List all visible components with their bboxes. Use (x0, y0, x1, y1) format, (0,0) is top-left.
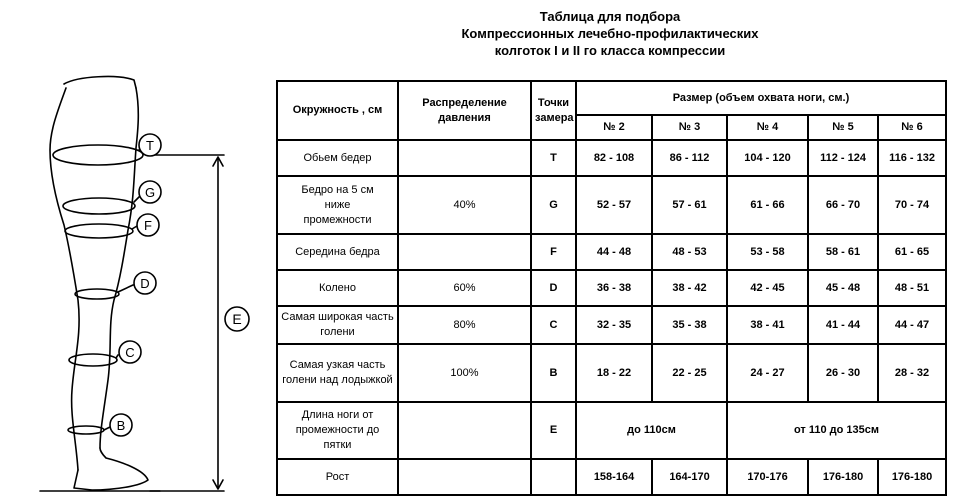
title-line-3: колготок I и II го класса компрессии (494, 43, 726, 58)
row-pressure: 100% (398, 344, 531, 402)
row-value: 42 - 45 (727, 270, 808, 306)
row-value: 61 - 66 (727, 176, 808, 234)
row-point: C (531, 306, 576, 344)
table-row (277, 176, 946, 234)
leg-waist-outline (64, 77, 136, 88)
table-row (277, 306, 946, 344)
row-value: 61 - 65 (878, 234, 946, 270)
label-g: G (144, 185, 156, 200)
height-value: 176-180 (808, 459, 878, 495)
table-row (277, 140, 946, 176)
height-value: 176-180 (878, 459, 946, 495)
label-d: D (140, 276, 150, 291)
row-value: 28 - 32 (878, 344, 946, 402)
row-value: 48 - 53 (652, 234, 727, 270)
row-value: 52 - 57 (576, 176, 652, 234)
circle-t (53, 145, 143, 165)
leg-length-pressure (398, 402, 531, 459)
size-5: № 5 (808, 115, 878, 140)
height-pressure (398, 459, 531, 495)
row-point: F (531, 234, 576, 270)
size-3: № 3 (652, 115, 727, 140)
row-pressure: 60% (398, 270, 531, 306)
row-name: Обьем бедер (277, 140, 398, 176)
table-row (277, 402, 946, 459)
leg-foot-outline (74, 448, 148, 490)
row-value: 18 - 22 (576, 344, 652, 402)
row-value: 22 - 25 (652, 344, 727, 402)
table-row (277, 270, 946, 306)
row-value: 44 - 47 (878, 306, 946, 344)
header-pressure: Распределение давления (398, 81, 531, 140)
row-value: 86 - 112 (652, 140, 727, 176)
leg-length-name: Длина ноги от промежности до пятки (277, 402, 398, 459)
label-f: F (144, 218, 152, 233)
row-name: Бедро на 5 см ниже промежности (277, 176, 398, 234)
height-point (531, 459, 576, 495)
row-value: 44 - 48 (576, 234, 652, 270)
leg-length-point: E (531, 402, 576, 459)
table-row (277, 344, 946, 402)
row-point: D (531, 270, 576, 306)
label-e: E (232, 311, 242, 327)
leg-length-short: до 110см (576, 402, 727, 459)
row-value: 58 - 61 (808, 234, 878, 270)
row-value: 35 - 38 (652, 306, 727, 344)
leg-back-outline (50, 88, 79, 470)
circle-d (75, 289, 119, 299)
header-size: Размер (объем охвата ноги, см.) (576, 81, 946, 115)
row-name: Колено (277, 270, 398, 306)
row-point: T (531, 140, 576, 176)
row-value: 66 - 70 (808, 176, 878, 234)
row-pressure (398, 234, 531, 270)
row-value: 48 - 51 (878, 270, 946, 306)
title-line-2: Компрессионных лечебно-профилактических (461, 26, 759, 41)
page-title (380, 8, 840, 59)
row-name: Середина бедра (277, 234, 398, 270)
row-value: 104 - 120 (727, 140, 808, 176)
row-value: 70 - 74 (878, 176, 946, 234)
header-circumference: Окружность , см (277, 81, 398, 140)
row-value: 38 - 42 (652, 270, 727, 306)
row-pressure: 80% (398, 306, 531, 344)
row-value: 82 - 108 (576, 140, 652, 176)
label-b: B (116, 418, 126, 433)
label-t: T (146, 138, 154, 153)
label-c: C (125, 345, 135, 360)
height-name: Рост (277, 459, 398, 495)
size-2: № 2 (576, 115, 652, 140)
row-value: 116 - 132 (878, 140, 946, 176)
leg-length-long: от 110 до 135см (727, 402, 946, 459)
size-6: № 6 (878, 115, 946, 140)
row-value: 32 - 35 (576, 306, 652, 344)
row-value: 45 - 48 (808, 270, 878, 306)
height-value: 158-164 (576, 459, 652, 495)
height-value: 164-170 (652, 459, 727, 495)
row-value: 24 - 27 (727, 344, 808, 402)
row-value: 38 - 41 (727, 306, 808, 344)
header-points: Точки замера (531, 81, 576, 140)
row-value: 26 - 30 (808, 344, 878, 402)
table-row (277, 459, 946, 495)
row-point: G (531, 176, 576, 234)
row-pressure: 40% (398, 176, 531, 234)
size-table (276, 80, 947, 496)
leg-front-outline (100, 88, 138, 448)
circle-g (63, 198, 135, 214)
circle-f (65, 224, 133, 238)
table-row (277, 234, 946, 270)
row-point: B (531, 344, 576, 402)
row-name: Самая широкая часть голени (277, 306, 398, 344)
row-value: 57 - 61 (652, 176, 727, 234)
size-4: № 4 (727, 115, 808, 140)
row-value: 36 - 38 (576, 270, 652, 306)
row-value: 53 - 58 (727, 234, 808, 270)
title-line-1: Таблица для подбора (539, 9, 681, 24)
row-name: Самая узкая часть голени над лодыжкой (277, 344, 398, 402)
row-pressure (398, 140, 531, 176)
row-value: 41 - 44 (808, 306, 878, 344)
leg-diagram (0, 60, 280, 502)
height-value: 170-176 (727, 459, 808, 495)
row-value: 112 - 124 (808, 140, 878, 176)
